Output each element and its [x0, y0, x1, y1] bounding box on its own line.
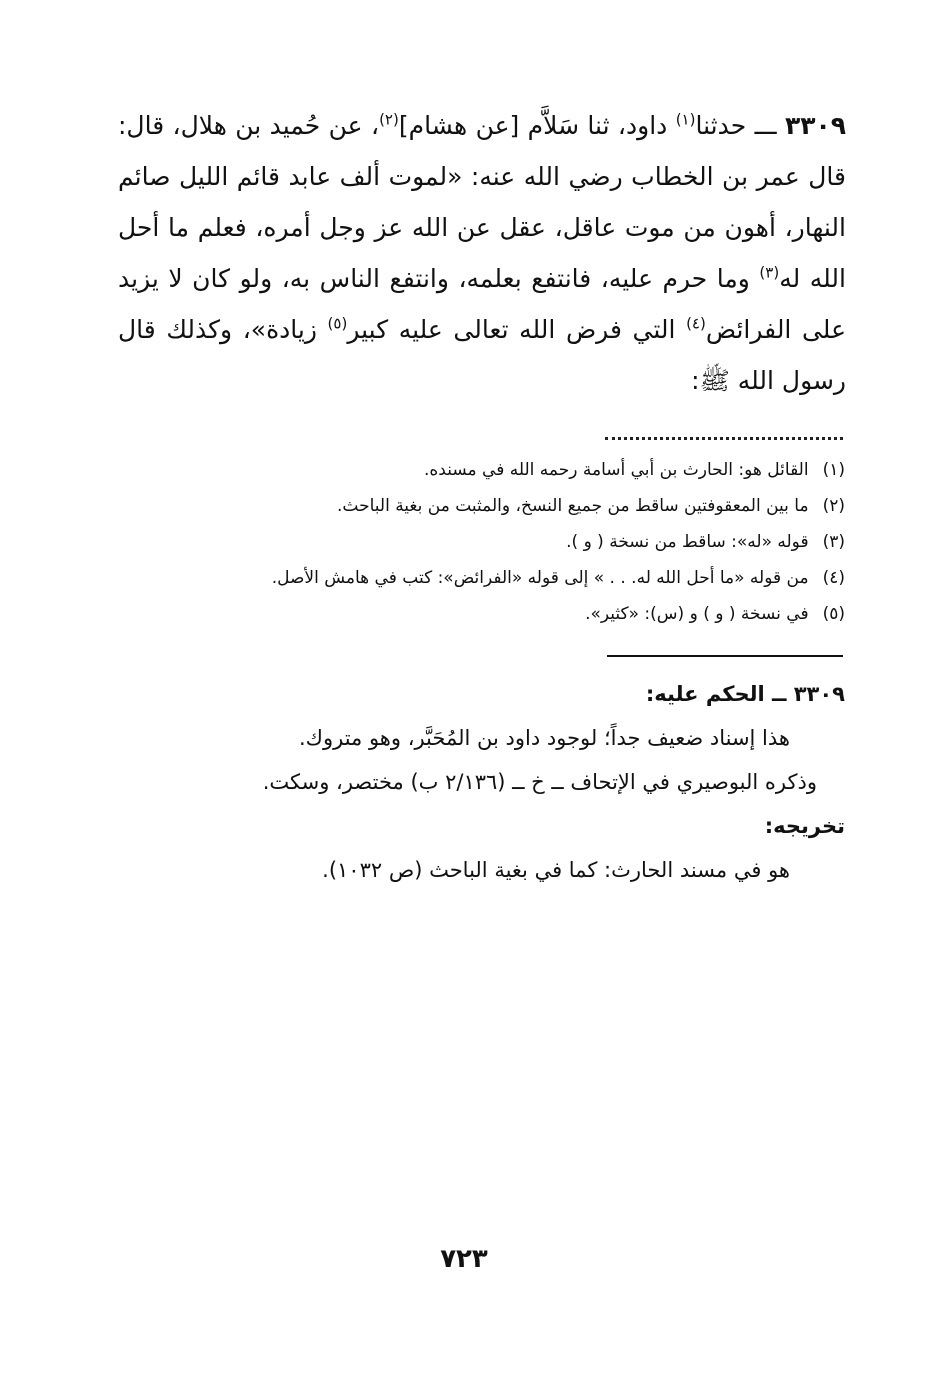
- footnote-text: القائل هو: الحارث بن أبي أسامة رحمه الله في مسنده.: [424, 460, 809, 480]
- ruling-heading: ٣٣٠٩ ــ الحكم عليه:: [645, 682, 845, 706]
- footnote-ref-5: (٥): [327, 314, 348, 333]
- footnote-text: ما بين المعقوفتين ساقط من جميع النسخ، والمثبت من بغية الباحث.: [336, 496, 809, 516]
- hadith-paragraph: [118, 100, 846, 406]
- footnote-item: [200, 596, 845, 632]
- footnotes: [200, 452, 845, 632]
- page-number: ٧٢٣: [440, 1244, 488, 1274]
- hadith-segment-2: داود، ثنا سَلاَّم [عن هشام]: [398, 111, 668, 140]
- hadith-dash: ـــ: [754, 111, 777, 140]
- footnote-number: (١): [822, 460, 845, 480]
- hadith-segment-3: ، عن حُميد بن هلال، قال: قال عمر بن الخطاب رضي الله عنه: «لموت ألف عابد قائم الليل صائم النهار، أهون من موت عاقل، عقل عن الله عز وجل أمره، فعلم ما أحل الله له: [118, 111, 846, 293]
- footnote-separator: [605, 425, 843, 440]
- footnote-ref-2: (٢): [379, 110, 399, 129]
- takhrij-heading: تخريجه:: [764, 814, 845, 838]
- footnote-text: في نسخة ( و ) و (س): «كثير».: [585, 604, 809, 624]
- hadith-text: [118, 100, 846, 406]
- footnote-number: (٥): [822, 604, 845, 624]
- footnote-text: قوله «له»: ساقط من نسخة ( و ).: [566, 532, 809, 552]
- footnote-item: [200, 452, 845, 488]
- section-divider: [607, 655, 843, 657]
- footnote-item: [200, 524, 845, 560]
- ruling-section: [150, 672, 845, 892]
- footnote-ref-3: (٣): [759, 263, 780, 282]
- hadith-segment-6: زيادة»، وكذلك قال رسول الله ﷺ:: [118, 315, 846, 395]
- footnote-number: (٣): [822, 532, 845, 552]
- hadith-segment-4: وما حرم عليه، فانتفع بعلمه، وانتفع الناس به، ولو كان لا يزيد على الفرائض: [118, 264, 847, 344]
- hadith-segment-5: التي فرض الله تعالى عليه كبير: [347, 315, 676, 344]
- footnote-number: (٤): [822, 568, 845, 588]
- hadith-number: ٣٣٠٩: [784, 111, 847, 140]
- footnote-ref-1: (١): [675, 110, 696, 129]
- takhrij-text: هو في مسند الحارث: كما في بغية الباحث (ص ١٠٣٢).: [322, 858, 790, 882]
- footnote-item: [200, 488, 845, 524]
- footnote-number: (٢): [822, 496, 845, 516]
- ruling-line-1: هذا إسناد ضعيف جداً؛ لوجود داود بن المُحَبَّر، وهو متروك.: [298, 726, 790, 750]
- footnote-ref-4: (٤): [686, 314, 706, 333]
- hadith-segment-1: حدثنا: [695, 111, 747, 140]
- ruling-line-2: وذكره البوصيري في الإتحاف ــ خ ــ (٢/١٣٦ ب) مختصر، وسكت.: [262, 770, 817, 794]
- footnote-item: [200, 560, 845, 596]
- footnote-text: من قوله «ما أحل الله له. . . » إلى قوله «الفرائض»: كتب في هامش الأصل.: [271, 568, 809, 588]
